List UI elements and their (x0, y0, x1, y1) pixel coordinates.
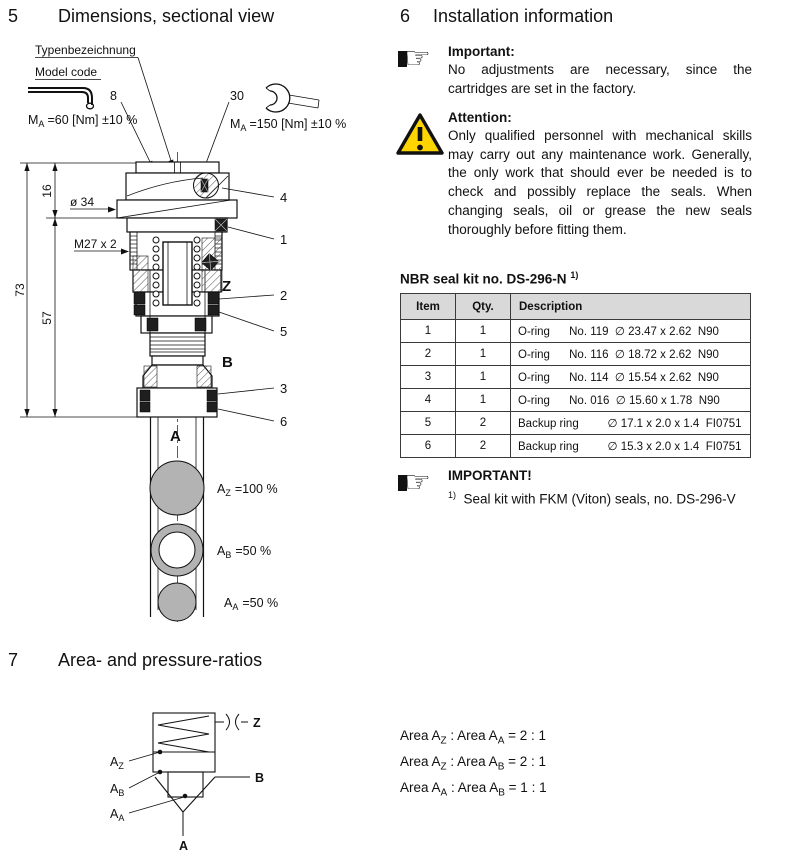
area-ratio-list (400, 728, 547, 807)
pointing-hand-icon (398, 468, 431, 498)
dim-thread-label: M27 x 2 (74, 237, 117, 251)
area-b-label: $A_B =50$ % (217, 544, 272, 560)
dim-dia34-label: ø 34 (70, 195, 95, 209)
sectional-view-drawing (0, 0, 390, 635)
seal-kit-table (400, 293, 751, 458)
section-7-number: 7 (8, 650, 19, 670)
table-row: 2 1 O-ring No. 116 ∅ 18.72 x 2.62 N90 (401, 343, 751, 366)
port-z-area-circle (150, 461, 204, 515)
port-z-label: Z (222, 278, 232, 295)
hand-glyph: ☞ (404, 42, 431, 75)
col-header-qty: Qty. (456, 294, 511, 320)
area-labels (217, 482, 278, 612)
orifice-symbol (215, 714, 248, 730)
section-6-title: Installation information (433, 6, 614, 26)
schematic-port-a-label: A (179, 839, 189, 853)
schematic-area-a-label: $A_A$ (110, 807, 125, 823)
table-row: 6 2 Backup ring ∅ 15.3 x 2.0 x 1.4 FI0751 (401, 435, 751, 458)
seal-kit-footnote: $^{1)}$ Seal kit with FKM (Viton) seals, no. DS-296-V (448, 490, 736, 507)
section-7-title: Area- and pressure-ratios (58, 650, 263, 670)
schematic-area-z-label: $A_Z$ (110, 755, 124, 771)
wrench-torque-label: $M_A =150$ [Nm] ±10 % (230, 117, 347, 133)
callout-2: 2 (280, 288, 288, 303)
col-header-desc: Description (511, 294, 751, 320)
warning-triangle-icon (396, 112, 444, 158)
piston (163, 242, 192, 305)
footnote-ref: 1) (448, 490, 457, 500)
callout-4: 4 (280, 190, 288, 205)
area-a-label: $A_A =50$ % (224, 596, 279, 612)
callout-3: 3 (280, 381, 288, 396)
callout-1: 1 (280, 232, 288, 247)
table-row: 3 1 O-ring No. 114 ∅ 15.54 x 2.62 N90 (401, 366, 751, 389)
dim-16-label: 16 (40, 184, 54, 198)
important-body: No adjustments are necessary, since the cartridges are set in the factory. (448, 62, 752, 96)
port-a-label: A (170, 428, 181, 445)
pointing-hand-icon (398, 44, 431, 74)
ratio-line: Area $A_Z$ : Area $A_B = 2$ : 1 (400, 754, 547, 773)
model-code-label-de: Typenbezeichnung (35, 43, 136, 57)
section-5-title: Dimensions, sectional view (58, 6, 275, 26)
wrench-size-label: 30 (230, 89, 244, 103)
callout-5: 5 (280, 324, 288, 339)
col-header-item: Item (401, 294, 456, 320)
important2-title: IMPORTANT! (448, 468, 532, 483)
port-a-area-circle (158, 583, 196, 621)
table-row: 5 2 Backup ring ∅ 17.1 x 2.0 x 1.4 FI0751 (401, 412, 751, 435)
dim-57-label: 57 (40, 311, 54, 325)
ratio-line: Area $A_Z$ : Area $A_A = 2$ : 1 (400, 728, 547, 747)
section-6-number: 6 (400, 6, 411, 26)
table-row: 4 1 O-ring No. 016 ∅ 15.60 x 1.78 N90 (401, 389, 751, 412)
callout-6: 6 (280, 414, 288, 429)
dim-73-label: 73 (13, 283, 27, 297)
schematic-port-b-label: B (255, 771, 265, 785)
attention-body: Only qualified personnel with mechanical skills may carry out any maintenance work. Generally, the only work that should ever be needed is to check and possibly replace the seals. When changing seals, oil or grease the new seals thoroughly before fitting them. (448, 128, 752, 237)
footnote-ref: 1) (570, 270, 579, 280)
allen-torque-label: $M_A =60$ [Nm] ±10 % (28, 113, 138, 129)
attention-title: Attention: (448, 110, 512, 125)
wrench-icon (266, 84, 319, 112)
hand-glyph: ☞ (404, 466, 431, 499)
allen-key-size-label: 8 (110, 89, 117, 103)
area-z-label: $A_Z =100$ % (217, 482, 278, 498)
port-b-label: B (222, 354, 233, 371)
schematic-port-z-label: Z (253, 716, 261, 730)
model-code-labels (35, 43, 173, 167)
table-row: 1 1 O-ring No. 119 ∅ 23.47 x 2.62 N90 (401, 320, 751, 343)
ratio-line: Area $A_A$ : Area $A_B = 1$ : 1 (400, 780, 547, 800)
table-header-row (401, 294, 751, 320)
schematic-area-b-label: $A_B$ (110, 782, 125, 798)
spring-symbol (158, 716, 209, 752)
seal-kit-title: NBR seal kit no. DS-296-N $^{1)}$ (400, 270, 579, 287)
important-title: Important: (448, 44, 515, 59)
model-code-label-en: Model code (35, 65, 98, 79)
allen-key-icon (28, 88, 94, 109)
valve-schematic (95, 705, 270, 860)
section-5-number: 5 (8, 6, 19, 26)
